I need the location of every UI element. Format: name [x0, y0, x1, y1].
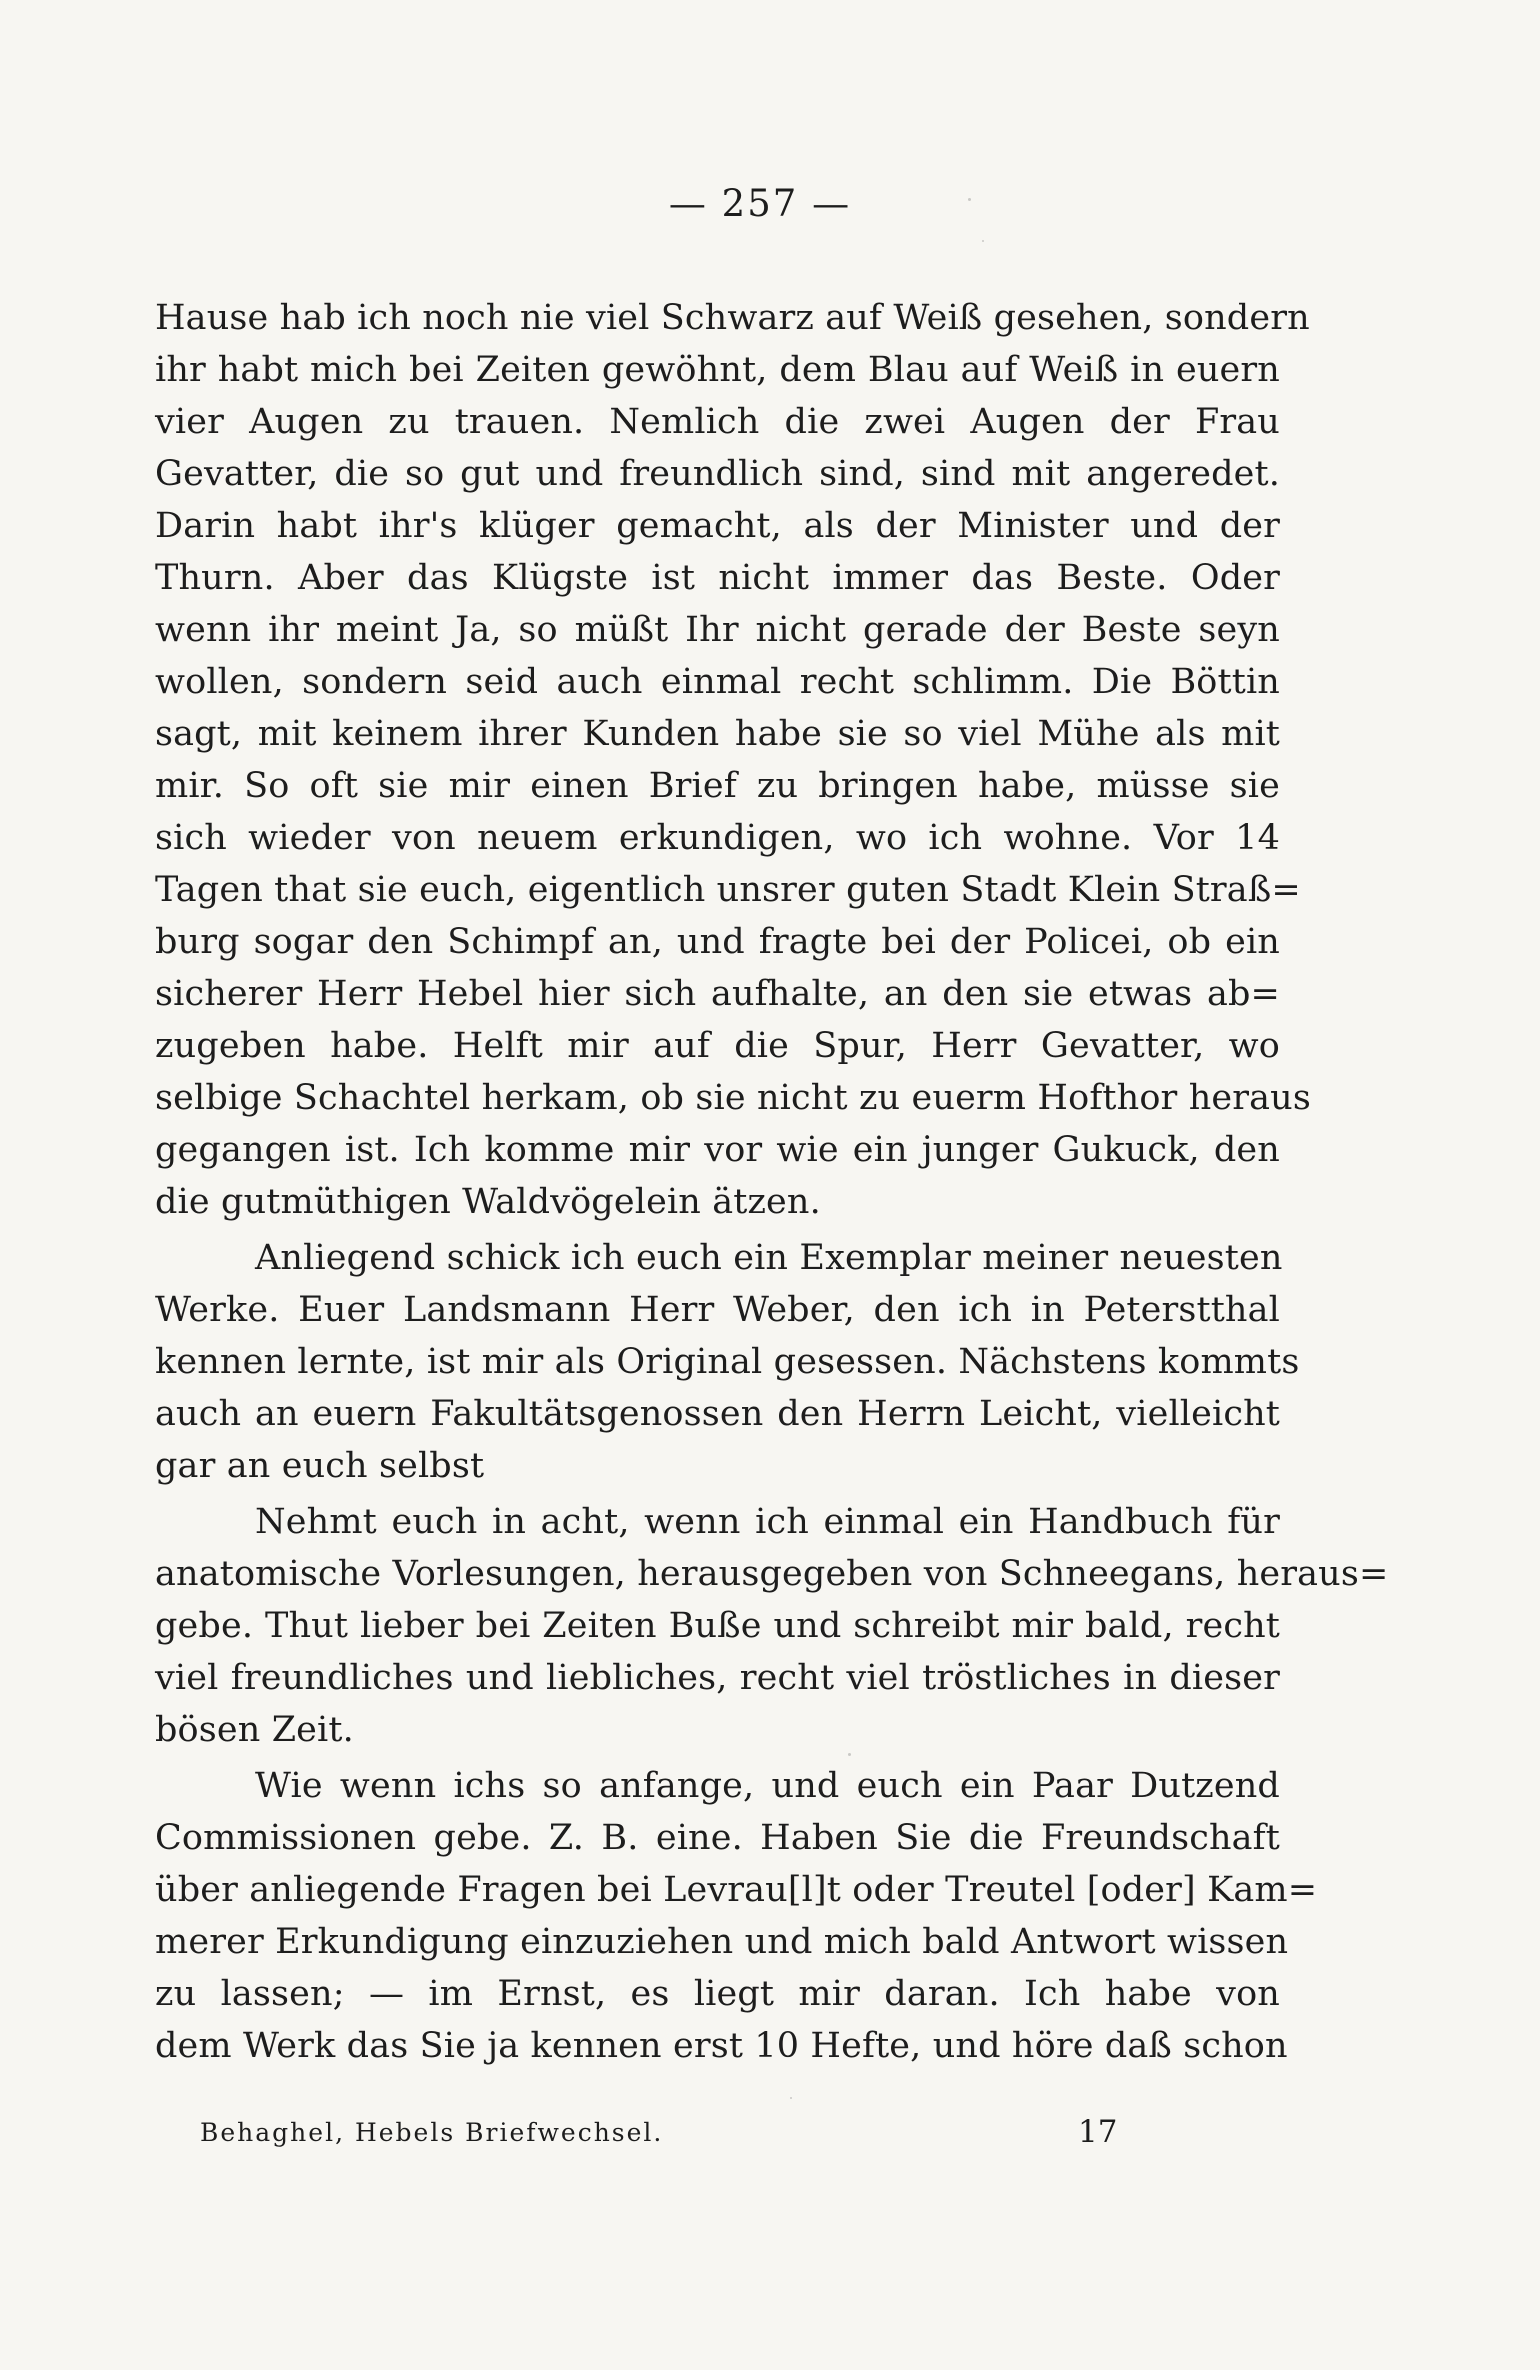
text-line: wenn ihr meint Ja, so müßt Ihr nicht gerade der Beste seyn — [155, 610, 1280, 650]
text-line: selbige Schachtel herkam, ob sie nicht zu euerm Hofthor heraus — [155, 1078, 1311, 1118]
page-number: — 257 — — [668, 182, 852, 225]
text-line: Thurn. Aber das Klügste ist nicht immer das Beste. Oder — [155, 558, 1280, 598]
text-line: sich wieder von neuem erkundigen, wo ich wohne. Vor 14 — [155, 818, 1280, 858]
text-line: mir. So oft sie mir einen Brief zu bringen habe, müsse sie — [155, 766, 1280, 806]
text-line: die gutmüthigen Waldvögelein ätzen. — [155, 1182, 821, 1222]
text-line: gar an euch selbst — [155, 1446, 485, 1486]
paper-speck — [848, 1753, 851, 1756]
text-line: burg sogar den Schimpf an, und fragte bei der Policei, ob ein — [155, 922, 1280, 962]
text-line: bösen Zeit. — [155, 1710, 354, 1750]
text-line: Darin habt ihr's klüger gemacht, als der Minister und der — [155, 506, 1280, 546]
text-line: Hause hab ich noch nie viel Schwarz auf Weiß gesehen, sondern — [155, 298, 1310, 338]
text-line: vier Augen zu trauen. Nemlich die zwei Augen der Frau — [155, 402, 1280, 442]
text-line: dem Werk das Sie ja kennen erst 10 Hefte, und höre daß schon — [155, 2026, 1288, 2066]
sheet-signature: 17 — [1078, 2114, 1118, 2150]
text-line: zugeben habe. Helft mir auf die Spur, Herr Gevatter, wo — [155, 1026, 1280, 1066]
text-line: ihr habt mich bei Zeiten gewöhnt, dem Blau auf Weiß in euern — [155, 350, 1280, 390]
text-line: wollen, sondern seid auch einmal recht schlimm. Die Böttin — [155, 662, 1280, 702]
text-line: gegangen ist. Ich komme mir vor wie ein junger Gukuck, den — [155, 1130, 1280, 1170]
text-line: kennen lernte, ist mir als Original gesessen. Nächstens kommts — [155, 1342, 1300, 1382]
text-line: über anliegende Fragen bei Levrau[l]t oder Treutel [oder] Kam= — [155, 1870, 1318, 1910]
text-line: Commissionen gebe. Z. B. eine. Haben Sie die Freundschaft — [155, 1818, 1280, 1858]
paper-speck — [968, 198, 971, 201]
text-line: sagt, mit keinem ihrer Kunden habe sie so viel Mühe als mit — [155, 714, 1280, 754]
text-line: Tagen that sie euch, eigentlich unsrer guten Stadt Klein Straß= — [155, 870, 1301, 910]
source-signature: Behaghel, Hebels Briefwechsel. — [200, 2118, 664, 2147]
text-line: zu lassen; — im Ernst, es liegt mir daran. Ich habe von — [155, 1974, 1280, 2014]
text-line: Werke. Euer Landsmann Herr Weber, den ich in Peterstthal — [155, 1290, 1280, 1330]
text-line: gebe. Thut lieber bei Zeiten Buße und schreibt mir bald, recht — [155, 1606, 1280, 1646]
text-line: viel freundliches und liebliches, recht viel tröstliches in dieser — [155, 1658, 1280, 1698]
text-line: Nehmt euch in acht, wenn ich einmal ein Handbuch für — [255, 1502, 1280, 1542]
text-line: sicherer Herr Hebel hier sich aufhalte, an den sie etwas ab= — [155, 974, 1280, 1014]
text-line: merer Erkundigung einzuziehen und mich bald Antwort wissen — [155, 1922, 1289, 1962]
paper-speck — [982, 240, 984, 242]
text-line: anatomische Vorlesungen, herausgegeben von Schneegans, heraus= — [155, 1554, 1389, 1594]
text-line: Wie wenn ichs so anfange, und euch ein Paar Dutzend — [255, 1766, 1280, 1806]
text-line: Gevatter, die so gut und freundlich sind, sind mit angeredet. — [155, 454, 1280, 494]
text-line: auch an euern Fakultätsgenossen den Herrn Leicht, vielleicht — [155, 1394, 1280, 1434]
text-line: Anliegend schick ich euch ein Exemplar meiner neuesten — [255, 1238, 1283, 1278]
paper-speck — [790, 2097, 792, 2099]
